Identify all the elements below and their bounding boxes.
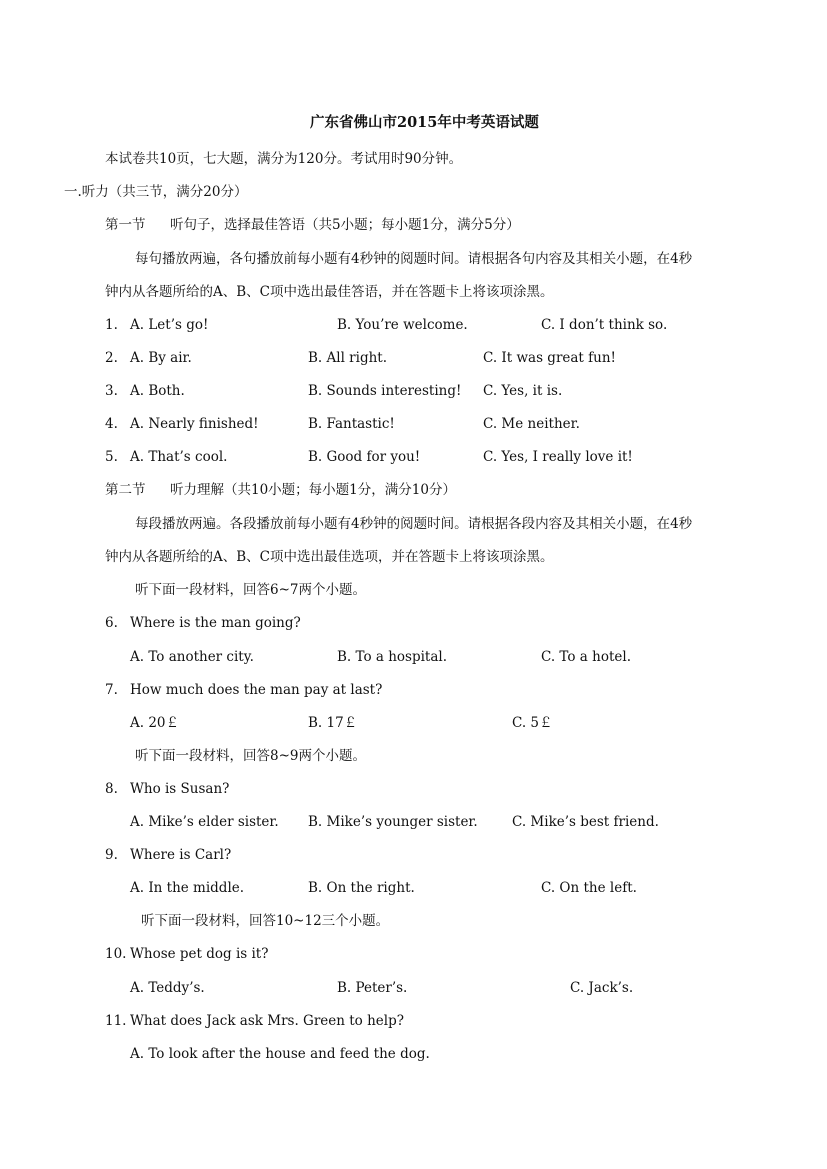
- question-number: 8.: [105, 781, 118, 797]
- option-b: B. Fantastic!: [308, 416, 395, 432]
- question-number: 2.: [105, 350, 118, 366]
- option-a: A. Both.: [130, 383, 185, 399]
- option-b: B. Good for you!: [308, 449, 421, 465]
- question-text: Who is Susan?: [130, 781, 230, 797]
- section2-instructions-line1: 每段播放两遍。各段播放前每小题有4秒钟的阅题时间。请根据各段内容及其相关小题，在4秒: [135, 516, 693, 532]
- option-a: A. To another city.: [130, 649, 254, 665]
- option-a: A. Teddy’s.: [130, 980, 205, 996]
- option-c: C. I don’t think so.: [541, 317, 668, 333]
- section1-label: 第一节: [105, 217, 146, 233]
- option-a: A. Mike’s elder sister.: [130, 814, 279, 830]
- option-c: C. On the left.: [541, 880, 637, 896]
- question-number: 4.: [105, 416, 118, 432]
- option-b: B. All right.: [308, 350, 388, 366]
- question-text: Where is the man going?: [130, 615, 301, 631]
- passage-note-1: 听下面一段材料，回答6~7两个小题。: [135, 582, 366, 598]
- section1-instructions-line2: 钟内从各题所给的A、B、C项中选出最佳答语，并在答题卡上将该项涂黑。: [105, 284, 554, 300]
- question-text: How much does the man pay at last?: [130, 682, 383, 698]
- question-number: 11.: [105, 1013, 127, 1029]
- question-text: Whose pet dog is it?: [130, 946, 269, 962]
- question-number: 3.: [105, 383, 118, 399]
- section1-heading: 听句子，选择最佳答语（共5小题；每小题1分，满分5分）: [170, 217, 520, 233]
- page-title: 广东省佛山市2015年中考英语试题: [310, 114, 539, 131]
- option-b: B. You’re welcome.: [337, 317, 468, 333]
- section2-label: 第二节: [105, 482, 146, 498]
- part1-heading: 一.听力（共三节，满分20分）: [64, 184, 248, 200]
- passage-note-2: 听下面一段材料，回答8~9两个小题。: [135, 748, 366, 764]
- option-b: B. To a hospital.: [337, 649, 448, 665]
- option-a: A. In the middle.: [130, 880, 245, 896]
- question-number: 5.: [105, 449, 118, 465]
- option-b: B. Peter’s.: [337, 980, 408, 996]
- option-a: A. Nearly finished!: [130, 416, 259, 432]
- question-text: Where is Carl?: [130, 847, 232, 863]
- option-a: A. 20￡: [130, 715, 180, 731]
- option-c: C. It was great fun!: [483, 350, 616, 366]
- section2-instructions-line2: 钟内从各题所给的A、B、C项中选出最佳选项，并在答题卡上将该项涂黑。: [105, 549, 554, 565]
- question-number: 1.: [105, 317, 118, 333]
- option-b: B. On the right.: [308, 880, 415, 896]
- section2-heading: 听力理解（共10小题；每小题1分，满分10分）: [170, 482, 456, 498]
- option-b: B. Sounds interesting!: [308, 383, 462, 399]
- option-c: C. 5￡: [512, 715, 553, 731]
- option-c: C. Me neither.: [483, 416, 580, 432]
- question-number: 9.: [105, 847, 118, 863]
- option-b: B. 17￡: [308, 715, 358, 731]
- option-b: B. Mike’s younger sister.: [308, 814, 478, 830]
- option-a: A. That’s cool.: [130, 449, 228, 465]
- option-c: C. To a hotel.: [541, 649, 631, 665]
- question-text: What does Jack ask Mrs. Green to help?: [130, 1013, 404, 1029]
- question-number: 10.: [105, 946, 127, 962]
- passage-note-3: 听下面一段材料，回答10~12三个小题。: [141, 913, 390, 929]
- option-a: A. Let’s go!: [130, 317, 209, 333]
- question-number: 7.: [105, 682, 118, 698]
- option-c: C. Jack’s.: [570, 980, 634, 996]
- option-a: A. By air.: [130, 350, 192, 366]
- option-c: C. Yes, it is.: [483, 383, 563, 399]
- exam-intro: 本试卷共10页，七大题，满分为120分。考试用时90分钟。: [105, 151, 463, 167]
- option-c: C. Mike’s best friend.: [512, 814, 659, 830]
- option-a: A. To look after the house and feed the dog.: [130, 1046, 430, 1062]
- section1-instructions-line1: 每句播放两遍，各句播放前每小题有4秒钟的阅题时间。请根据各句内容及其相关小题，在4秒: [135, 251, 693, 267]
- question-number: 6.: [105, 615, 118, 631]
- option-c: C. Yes, I really love it!: [483, 449, 633, 465]
